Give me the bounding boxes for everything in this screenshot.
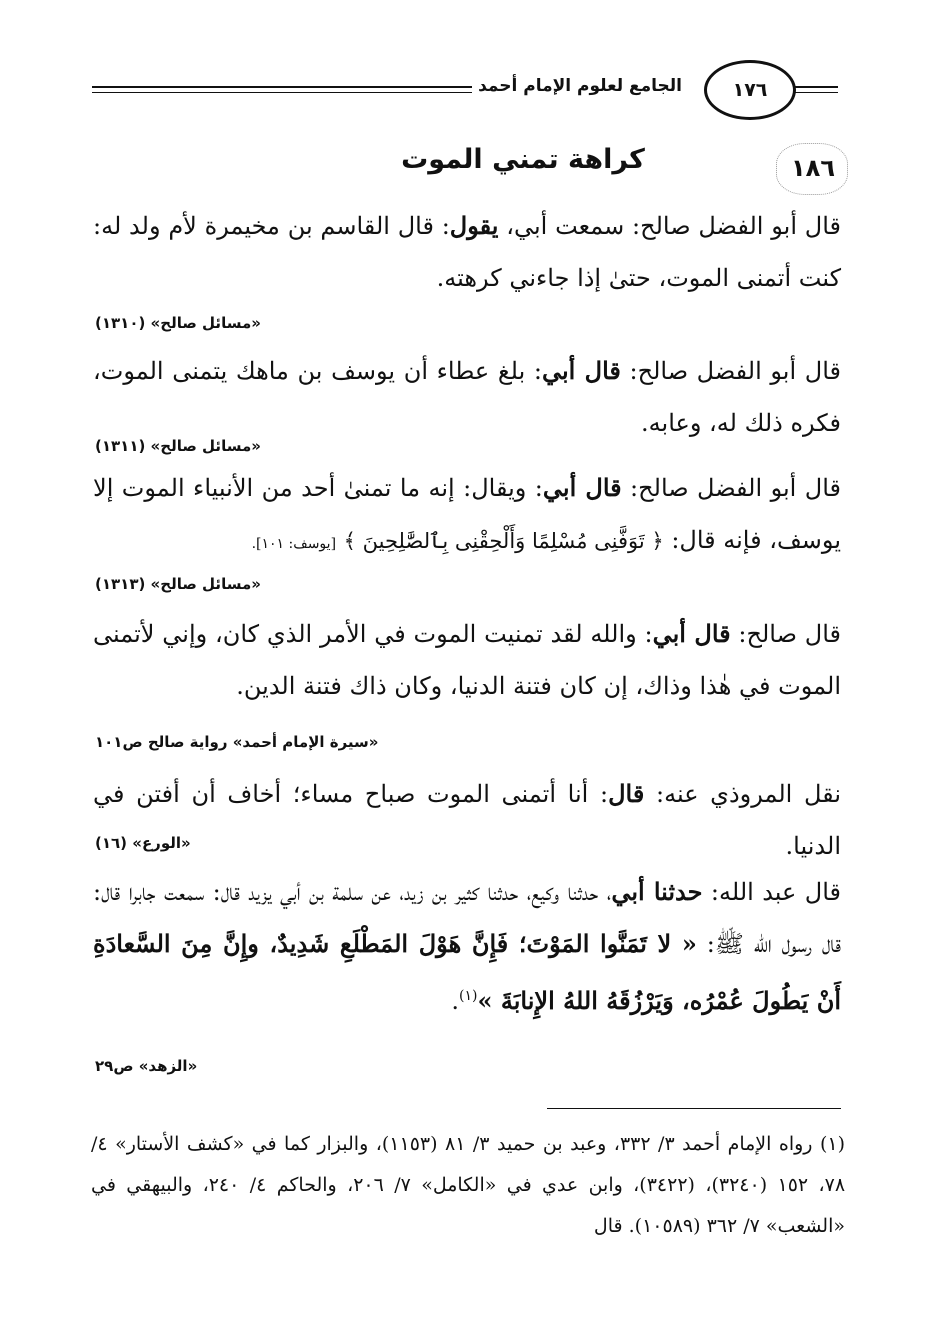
quran-verse: ﴿ تَوَفَّنِى مُسْلِمًا وَأَلْحِقْنِى بِٱلصَّٰلِحِينَ ﴾ bbox=[343, 529, 664, 553]
entry-text bbox=[93, 462, 841, 570]
quran-reference: [يوسف: ١٠١]. bbox=[251, 536, 337, 552]
entry-text-part: قال صالح: bbox=[730, 620, 841, 648]
entry-text-part: قال أبو الفضل صالح: bbox=[620, 357, 841, 385]
entry-bold-phrase: قال أبي bbox=[542, 473, 622, 502]
entry-text bbox=[93, 345, 841, 449]
header-rule bbox=[794, 92, 838, 93]
entry-text-part: ، حدثنا وكيع، حدثنا كثير بن زيد، عن سلمة بن أبي يزيد قال: سمعت جابرا قال: قال رسول الله ﷺ: bbox=[93, 878, 842, 958]
entry-source: «الورع» (١٦) bbox=[95, 834, 191, 852]
entry-text-part: قال أبو الفضل صالح: سمعت أبي، bbox=[498, 212, 841, 240]
page-number: ١٧٦ bbox=[704, 60, 796, 120]
entry-text-part: قال أبو الفضل صالح: bbox=[621, 474, 841, 502]
footnote-separator bbox=[547, 1108, 841, 1109]
entry-text-part: : بلغ عطاء أن يوسف بن ماهك يتمنى الموت، فكره ذلك له، وعابه. bbox=[93, 357, 841, 437]
running-title: الجامع لعلوم الإمام أحمد bbox=[472, 76, 688, 96]
entry-bold-phrase: قال أبي bbox=[652, 619, 731, 648]
entry-text-part: : والله لقد تمنيت الموت في الأمر الذي كان، وإني لأتمنى الموت في هٰذا وذاك، إن كان فتنة الدنيا، وكان ذاك فتنة الدين. bbox=[93, 620, 841, 700]
entry-text-part: : ويقال: إنه ما تمنىٰ أحد من الأنبياء الموت إلا يوسف، فإنه قال: bbox=[93, 474, 841, 554]
entry-source: «سيرة الإمام أحمد» رواية صالح ص١٠١ bbox=[95, 733, 379, 751]
section-number: ١٨٦ bbox=[791, 154, 835, 182]
entry-text-part: . bbox=[451, 987, 460, 1015]
entry-bold-phrase: يقول bbox=[449, 211, 499, 240]
footnote: (١) رواه الإمام أحمد ٣/ ٣٣٢، وعبد بن حميد ٣/ ٨١ (١١٥٣)، والبزار كما في «كشف الأستار» ٤/ ٧٨، ١٥٢ (٣٢٤٠)، (٣٤٢٢)، وابن عدي في «الكامل» ٧/ ٢٠٦، والحاكم ٤/ ٢٤٠، والبيهقي في «الشعب» ٧/ ٣٦٢ (١٠٥٨٩). قال bbox=[91, 1133, 846, 1237]
entry-text bbox=[93, 608, 841, 712]
entry-text bbox=[93, 768, 841, 872]
footnote-marker[interactable]: (١) bbox=[459, 988, 478, 1004]
entry-bold-phrase: قال أبي bbox=[541, 356, 621, 385]
entry-source: «مسائل صالح» (١٣١١) bbox=[95, 437, 261, 455]
entry-bold-phrase: حدثنا أبي bbox=[611, 877, 703, 906]
hadith-text: « لا تَمَنَّوا المَوْتَ؛ فَإِنَّ هَوْلَ المَطْلَعِ شَدِيدٌ، وإِنَّ مِنَ السَّعادَةِ أَنْ يَطُولَ عُمْرُه، وَيَرْزُقَهُ اللهُ الإِنابَةَ » bbox=[93, 929, 841, 1015]
entry-source: «مسائل صالح» (١٣١٣) bbox=[95, 575, 261, 593]
entry-text bbox=[93, 866, 841, 1027]
entry-text-part: : أنا أتمنى الموت صباح مساء؛ أخاف أن أفتن في الدنيا. bbox=[93, 780, 841, 860]
entry-bold-phrase: قال bbox=[608, 779, 645, 808]
entry-text-part: نقل المروذي عنه: bbox=[644, 780, 841, 808]
section-title: كراهة تمني الموت bbox=[401, 144, 645, 175]
entry-text-part: : قال القاسم بن مخيمرة لأم ولد له: كنت أتمنى الموت، حتىٰ إذا جاءني كرهته. bbox=[93, 212, 841, 292]
entry-source: «مسائل صالح» (١٣١٠) bbox=[95, 314, 261, 332]
entry-text bbox=[93, 200, 841, 304]
page-header bbox=[92, 52, 838, 128]
header-rule bbox=[794, 86, 838, 88]
entry-source: «الزهد» ص٢٩ bbox=[95, 1057, 198, 1075]
entry-text-part: قال عبد الله: bbox=[702, 878, 842, 906]
